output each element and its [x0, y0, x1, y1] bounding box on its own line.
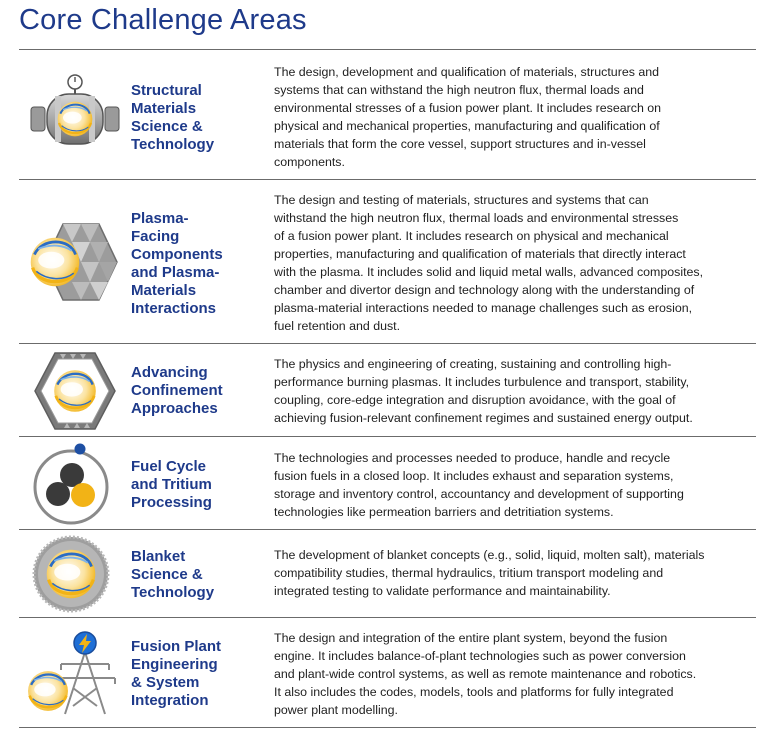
row-title	[131, 458, 271, 512]
desc-line: fuel retention and dust.	[274, 319, 401, 333]
row-title-line: Integration	[131, 692, 209, 709]
desc-line: performance burning plasmas. It includes turbulence and transport, stability,	[274, 375, 690, 389]
challenge-row-blanket	[19, 530, 756, 618]
desc-line: coupling, core-edge integration and disruption avoidance, with the goal of	[274, 393, 676, 407]
desc-line: environmental stresses of a fusion power plant. It includes research on	[274, 101, 662, 115]
desc-line: materials that form the core vessel, support structures and in-vessel	[274, 137, 646, 151]
challenge-row-plasma-facing	[19, 180, 756, 344]
row-title	[131, 82, 271, 154]
row-title-line: Science &	[131, 118, 203, 135]
row-title-line: Confinement	[131, 382, 223, 399]
row-title-line: Processing	[131, 494, 212, 511]
desc-line: withstand the high neutron flux, thermal loads and environmental stresses	[274, 211, 679, 225]
row-title-line: Facing	[131, 228, 180, 245]
challenge-row-fusion-plant	[19, 618, 756, 728]
desc-line: and plant-wide control systems, as well as remote maintenance and robotics.	[274, 667, 697, 681]
desc-line: The development of blanket concepts (e.g., solid, liquid, molten salt), materials	[274, 548, 705, 562]
row-title-line: Science &	[131, 566, 203, 583]
fuel-cycle-icon	[25, 441, 125, 527]
row-description	[274, 629, 752, 719]
desc-line: integrated testing to validate performance and maintainability.	[274, 584, 611, 598]
row-title	[131, 364, 271, 418]
row-title-line: Blanket	[131, 548, 186, 565]
desc-line: of a fusion power plant. It includes research on physical and mechanical	[274, 229, 669, 243]
confinement-hexagon-icon	[25, 351, 125, 431]
desc-line: properties, manufacturing and qualification of materials that directly interact	[274, 247, 686, 261]
row-title-line: Fuel Cycle	[131, 458, 207, 475]
row-title-line: Fusion Plant	[131, 638, 221, 655]
page-title: Core Challenge Areas	[19, 4, 307, 36]
row-title-line: and Tritium	[131, 476, 212, 493]
row-description	[274, 355, 752, 427]
pressure-vessel-icon	[25, 74, 125, 158]
row-title-line: Technology	[131, 584, 215, 601]
desc-line: The design and integration of the entire plant system, beyond the fusion	[274, 631, 668, 645]
desc-line: physical and mechanical properties, manufacturing and qualification of	[274, 119, 660, 133]
desc-line: technologies like permeation barriers and detritiation systems.	[274, 505, 614, 519]
row-title-line: Materials	[131, 282, 197, 299]
row-title-line: Advancing	[131, 364, 208, 381]
desc-line: with the plasma. It includes solid and liquid metal walls, advanced composites,	[274, 265, 704, 279]
challenge-row-fuel-cycle	[19, 437, 756, 530]
row-title	[131, 210, 271, 318]
row-title-line: Materials	[131, 100, 197, 117]
desc-line: The physics and engineering of creating, sustaining and controlling high-	[274, 357, 672, 371]
row-title-line: & System	[131, 674, 200, 691]
row-description	[274, 63, 752, 171]
row-title-line: Components	[131, 246, 223, 263]
row-title-line: Structural	[131, 82, 202, 99]
desc-line: fusion fuels in a closed loop. It includes exhaust and separation systems,	[274, 469, 674, 483]
row-title-line: Technology	[131, 136, 215, 153]
challenge-row-structural-materials	[19, 50, 756, 180]
desc-line: chamber and divertor design and technology along with the understanding of	[274, 283, 695, 297]
power-tower-icon	[25, 628, 125, 720]
plasma-facing-hexagon-icon	[25, 220, 125, 304]
row-title	[131, 638, 271, 710]
blanket-ring-icon	[25, 534, 125, 614]
row-title-line: Plasma-	[131, 210, 189, 227]
challenge-areas-table	[19, 49, 756, 728]
desc-line: engine. It includes balance-of-plant technologies such as power conversion	[274, 649, 686, 663]
row-description	[274, 546, 752, 600]
row-description	[274, 191, 752, 335]
row-title-line: Interactions	[131, 300, 217, 317]
row-description	[274, 449, 752, 521]
desc-line: components.	[274, 155, 345, 169]
desc-line: The design, development and qualification of materials, structures and	[274, 65, 660, 79]
desc-line: The design and testing of materials, structures and systems that can	[274, 193, 649, 207]
row-title-line: Approaches	[131, 400, 218, 417]
desc-line: storage and inventory control, accountancy and development of supporting	[274, 487, 684, 501]
desc-line: The technologies and processes needed to produce, handle and recycle	[274, 451, 671, 465]
row-title-line: Engineering	[131, 656, 218, 673]
desc-line: compatibility studies, thermal hydraulics, tritium transport modeling and	[274, 566, 664, 580]
desc-line: achieving fusion-relevant confinement regimes and sustained energy output.	[274, 411, 693, 425]
desc-line: systems that can withstand the high neutron flux, thermal loads and	[274, 83, 644, 97]
desc-line: It also includes the codes, models, tools and platforms for fully integrated	[274, 685, 674, 699]
desc-line: power plant modelling.	[274, 703, 398, 717]
row-title	[131, 548, 271, 602]
challenge-row-confinement	[19, 344, 756, 437]
row-title-line: and Plasma-	[131, 264, 220, 281]
desc-line: plasma-material interactions needed to manage challenges such as erosion,	[274, 301, 693, 315]
